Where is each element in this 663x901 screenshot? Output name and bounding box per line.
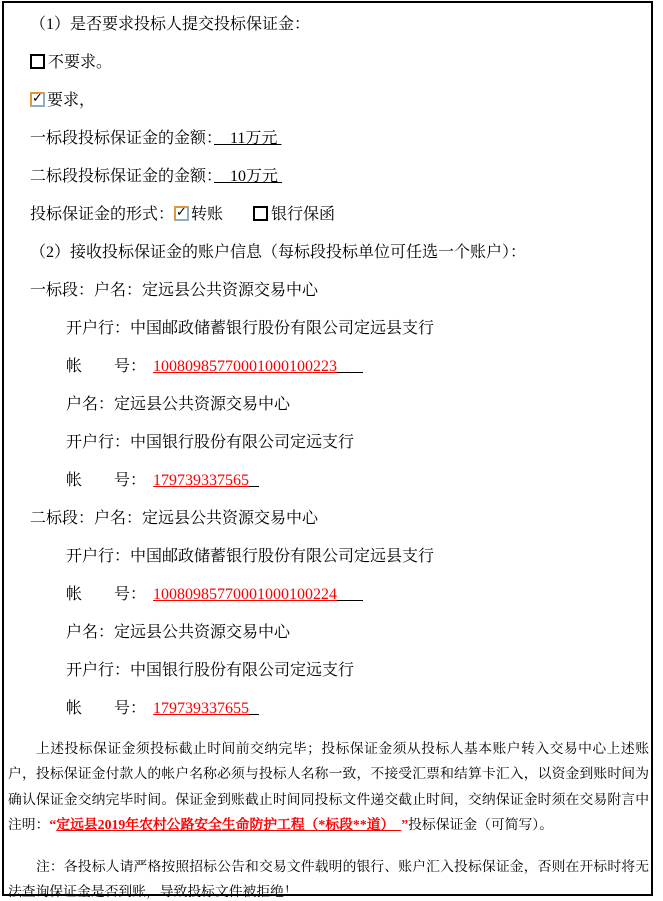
bank-label: 开户行： xyxy=(66,662,131,679)
lot1-amount-line xyxy=(30,130,281,147)
page-border xyxy=(2,1,653,900)
project-name-highlight: 定远县2019年农村公路安全生命防护工程（*标段**道） xyxy=(56,817,402,833)
body-text: 投标保证金（可简写）。 xyxy=(408,817,553,833)
project-name-highlight: ” xyxy=(401,817,409,833)
account-number-value: 10080985770001000100223 xyxy=(153,358,338,375)
account-name-label: 户名： xyxy=(66,624,115,641)
option-yes-label: 要求， xyxy=(47,92,96,109)
account-name-line xyxy=(66,624,290,641)
account-number-label: 帐 号： xyxy=(66,472,147,489)
account-number-line xyxy=(66,586,363,603)
bank-name: 中国银行股份有限公司定远支行 xyxy=(130,662,355,679)
section1-heading-text: （1）是否要求投标人提交投标保证金： xyxy=(30,16,311,33)
account-number-line xyxy=(66,700,259,717)
underline-extension xyxy=(337,587,363,601)
unchecked-checkbox-icon[interactable] xyxy=(30,54,45,69)
account-name-label: 户名： xyxy=(66,396,115,413)
bank-label: 开户行： xyxy=(66,320,131,337)
lot2-account-name-line xyxy=(30,510,318,527)
underline-extension xyxy=(249,701,259,715)
account-number-label: 帐 号： xyxy=(66,586,147,603)
account-name-value: 定远县公共资源交易中心 xyxy=(142,282,319,299)
transfer-option-label: 转账 xyxy=(191,206,224,223)
checked-checkbox-icon[interactable] xyxy=(30,92,45,107)
note-paragraph xyxy=(8,854,649,901)
paragraph-line xyxy=(8,879,649,901)
section2-heading-text: （2）接收投标保证金的账户信息（每标段投标单位可任选一个账户）： xyxy=(30,244,527,261)
account-number-label: 帐 号： xyxy=(66,358,147,375)
paragraph-line xyxy=(8,812,649,837)
bank-label: 开户行： xyxy=(66,434,131,451)
body-text: 确认保证金交纳完毕时间。保证金到账截止时间同投标文件递交截止时间，交纳保证金时须在交易附言中 xyxy=(8,791,649,807)
deposit-instructions-paragraph xyxy=(8,736,649,838)
bank-line xyxy=(66,662,354,679)
account-number-value: 10080985770001000100224 xyxy=(153,586,338,603)
lot2-label: 二标段： xyxy=(30,510,95,527)
project-name-highlight: “ xyxy=(49,817,57,833)
bank-line xyxy=(66,548,434,565)
bank-name: 中国银行股份有限公司定远支行 xyxy=(130,434,355,451)
lot1-label: 一标段： xyxy=(30,282,95,299)
checked-checkbox-icon[interactable] xyxy=(174,206,189,221)
deposit-form-label: 投标保证金的形式： xyxy=(30,206,175,223)
account-name-value: 定远县公共资源交易中心 xyxy=(114,624,291,641)
lot2-amount-label: 二标段投标保证金的金额： xyxy=(30,168,215,185)
option-requirement xyxy=(30,92,95,109)
account-number-value: 179739337565 xyxy=(153,472,250,489)
bank-name: 中国邮政储蓄银行股份有限公司定远县支行 xyxy=(130,320,435,337)
bank-guarantee-option-label: 银行保函 xyxy=(271,206,336,223)
section2-heading xyxy=(30,244,526,261)
lot1-amount-label: 一标段投标保证金的金额： xyxy=(30,130,215,147)
lot1-account-name-line xyxy=(30,282,318,299)
body-text: 上述投标保证金须投标截止时间前交纳完毕；投标保证金须从投标人基本账户转入交易中心上述账 xyxy=(36,741,649,756)
unchecked-checkbox-icon[interactable] xyxy=(253,206,268,221)
paragraph-line xyxy=(8,787,649,812)
body-text: 注：各投标人请严格按照招标公告和交易文件载明的银行、账户汇入投标保证金，否则在开标时将无 xyxy=(36,859,649,874)
account-name-label: 户名： xyxy=(94,282,143,299)
paragraph-line xyxy=(8,761,649,786)
option-no-label: 不要求。 xyxy=(48,54,113,71)
section1-heading xyxy=(30,16,310,33)
body-text: 注明： xyxy=(8,817,50,833)
lot1-amount-value: 11万元 xyxy=(214,130,282,147)
account-number-value: 179739337655 xyxy=(153,700,250,717)
option-no-requirement xyxy=(30,54,112,71)
body-text: 法查询保证金是否到账，导致投标文件被拒绝！ xyxy=(8,884,298,900)
underline-extension xyxy=(337,359,363,373)
bank-name: 中国邮政储蓄银行股份有限公司定远县支行 xyxy=(130,548,435,565)
bank-line xyxy=(66,320,434,337)
account-number-line xyxy=(66,472,259,489)
account-name-line xyxy=(66,396,290,413)
underline-extension xyxy=(249,473,259,487)
account-name-value: 定远县公共资源交易中心 xyxy=(114,396,291,413)
deposit-form-line xyxy=(30,206,335,223)
lot2-amount-line xyxy=(30,168,282,185)
account-name-value: 定远县公共资源交易中心 xyxy=(142,510,319,527)
paragraph-line xyxy=(8,854,649,879)
account-number-line xyxy=(66,358,363,375)
bank-label: 开户行： xyxy=(66,548,131,565)
account-number-label: 帐 号： xyxy=(66,700,147,717)
lot2-amount-value: 10万元 xyxy=(214,168,283,185)
body-text: 户，投标保证金付款人的帐户名称必须与投标人名称一致，不接受汇票和结算卡汇入，以资金到账时间为 xyxy=(8,766,649,782)
account-name-label: 户名： xyxy=(94,510,143,527)
paragraph-line xyxy=(8,736,649,761)
bank-line xyxy=(66,434,354,451)
